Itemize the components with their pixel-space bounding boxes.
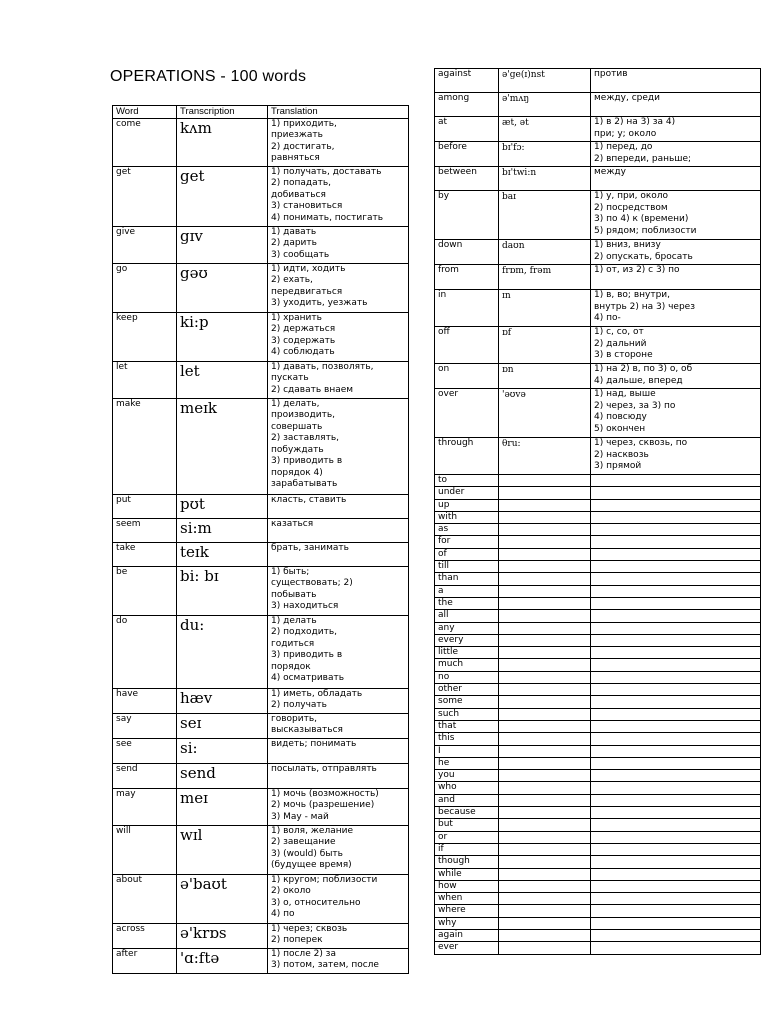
table-row xyxy=(435,191,761,240)
transcription-cell: get xyxy=(177,166,268,226)
table-row xyxy=(435,290,761,327)
transcription-cell xyxy=(499,807,591,819)
word-cell: seem xyxy=(113,518,177,542)
table-row xyxy=(435,117,761,142)
transcription-cell xyxy=(499,942,591,954)
translation-cell: 1) вниз, внизу 2) опускать, бросать xyxy=(591,240,761,265)
translation-cell xyxy=(591,843,761,855)
table-row xyxy=(113,688,409,713)
word-table-left xyxy=(112,105,409,974)
transcription-cell: ə'baʊt xyxy=(177,874,268,923)
translation-cell: видеть; понимать xyxy=(268,738,409,763)
word-cell: take xyxy=(113,542,177,566)
transcription-cell: wɪl xyxy=(177,825,268,874)
transcription-cell xyxy=(499,671,591,683)
transcription-cell: si:m xyxy=(177,518,268,542)
word-cell: little xyxy=(435,647,499,659)
transcription-cell xyxy=(499,831,591,843)
table-row xyxy=(435,843,761,855)
word-cell: come xyxy=(113,118,177,166)
word-cell: after xyxy=(113,948,177,973)
word-cell: by xyxy=(435,191,499,240)
word-cell: or xyxy=(435,831,499,843)
table-row xyxy=(113,738,409,763)
transcription-cell xyxy=(499,622,591,634)
word-cell: let xyxy=(113,361,177,398)
transcription-cell xyxy=(499,647,591,659)
word-cell: do xyxy=(113,615,177,688)
transcription-cell xyxy=(499,610,591,622)
word-table-right xyxy=(434,68,761,955)
word-cell: though xyxy=(435,856,499,868)
transcription-cell: ɪn xyxy=(499,290,591,327)
translation-cell: 1) давать 2) дарить 3) сообщать xyxy=(268,226,409,263)
transcription-cell xyxy=(499,524,591,536)
translation-cell: посылать, отправлять xyxy=(268,763,409,788)
word-cell: under xyxy=(435,487,499,499)
word-cell: he xyxy=(435,757,499,769)
transcription-cell: teɪk xyxy=(177,542,268,566)
translation-cell xyxy=(591,856,761,868)
translation-cell: 1) делать 2) подходить, годиться 3) приводить в порядок 4) осматривать xyxy=(268,615,409,688)
translation-cell xyxy=(591,708,761,720)
word-cell: some xyxy=(435,696,499,708)
transcription-cell: ə'ge(ɪ)nst xyxy=(499,69,591,93)
table-row xyxy=(113,566,409,615)
word-cell: will xyxy=(113,825,177,874)
translation-cell xyxy=(591,597,761,609)
table-row xyxy=(435,69,761,93)
word-cell: who xyxy=(435,782,499,794)
transcription-cell: 'ɑ:ftə xyxy=(177,948,268,973)
translation-cell xyxy=(591,499,761,511)
transcription-cell: hæv xyxy=(177,688,268,713)
table-row xyxy=(435,240,761,265)
word-cell: about xyxy=(113,874,177,923)
table-row xyxy=(435,647,761,659)
transcription-cell xyxy=(499,819,591,831)
translation-cell xyxy=(591,929,761,941)
transcription-cell: bɪ'fɔ: xyxy=(499,142,591,167)
table-row xyxy=(435,573,761,585)
translation-cell xyxy=(591,622,761,634)
word-cell: all xyxy=(435,610,499,622)
word-cell: but xyxy=(435,819,499,831)
table-row xyxy=(435,905,761,917)
translation-cell: 1) давать, позволять, пускать 2) сдавать внаем xyxy=(268,361,409,398)
table-row xyxy=(435,610,761,622)
transcription-cell xyxy=(499,487,591,499)
translation-cell xyxy=(591,696,761,708)
translation-cell: 1) у, при, около 2) посредством 3) по 4) к (времени) 5) рядом; поблизости xyxy=(591,191,761,240)
translation-cell xyxy=(591,770,761,782)
table-row xyxy=(435,622,761,634)
word-cell: where xyxy=(435,905,499,917)
table-row xyxy=(435,917,761,929)
transcription-cell xyxy=(499,745,591,757)
transcription-cell xyxy=(499,893,591,905)
transcription-cell xyxy=(499,917,591,929)
transcription-cell xyxy=(499,597,591,609)
transcription-cell xyxy=(499,880,591,892)
transcription-cell xyxy=(499,856,591,868)
word-cell: among xyxy=(435,93,499,117)
header-translation: Translation xyxy=(268,106,409,119)
table-row xyxy=(435,708,761,720)
table-row xyxy=(435,868,761,880)
translation-cell xyxy=(591,893,761,905)
word-cell: such xyxy=(435,708,499,720)
translation-cell xyxy=(591,561,761,573)
table-row xyxy=(435,487,761,499)
word-cell: ever xyxy=(435,942,499,954)
transcription-cell: ki:p xyxy=(177,312,268,361)
translation-cell: 1) перед, до 2) впереди, раньше; xyxy=(591,142,761,167)
table-row xyxy=(113,713,409,738)
transcription-cell xyxy=(499,757,591,769)
word-cell: than xyxy=(435,573,499,585)
table-row xyxy=(435,167,761,191)
word-cell: through xyxy=(435,438,499,475)
word-cell: off xyxy=(435,327,499,364)
translation-cell xyxy=(591,807,761,819)
page-title: OPERATIONS - 100 words xyxy=(110,68,307,85)
table-row xyxy=(435,597,761,609)
word-cell: other xyxy=(435,684,499,696)
transcription-cell: ɒf xyxy=(499,327,591,364)
translation-cell: 1) хранить 2) держаться 3) содержать 4) соблюдать xyxy=(268,312,409,361)
word-cell: up xyxy=(435,499,499,511)
translation-cell xyxy=(591,831,761,843)
word-cell: send xyxy=(113,763,177,788)
table-row xyxy=(435,831,761,843)
transcription-cell: frɒm, frəm xyxy=(499,265,591,290)
table-row xyxy=(435,819,761,831)
translation-cell xyxy=(591,819,761,831)
translation-cell: 1) иметь, обладать 2) получать xyxy=(268,688,409,713)
transcription-cell: daʊn xyxy=(499,240,591,265)
word-cell: again xyxy=(435,929,499,941)
word-cell: the xyxy=(435,597,499,609)
translation-cell xyxy=(591,536,761,548)
transcription-cell: ɒn xyxy=(499,364,591,389)
transcription-cell: baɪ xyxy=(499,191,591,240)
translation-cell: между, среди xyxy=(591,93,761,117)
word-cell: when xyxy=(435,893,499,905)
translation-cell: 1) через, сквозь, по 2) насквозь 3) прямой xyxy=(591,438,761,475)
header-word: Word xyxy=(113,106,177,119)
table-row xyxy=(113,398,409,494)
word-cell: be xyxy=(113,566,177,615)
table-row xyxy=(435,720,761,732)
transcription-cell xyxy=(499,929,591,941)
word-cell: make xyxy=(113,398,177,494)
transcription-cell xyxy=(499,499,591,511)
transcription-cell: du: xyxy=(177,615,268,688)
word-cell: give xyxy=(113,226,177,263)
table-row xyxy=(113,542,409,566)
word-cell: get xyxy=(113,166,177,226)
transcription-cell xyxy=(499,548,591,560)
translation-cell xyxy=(591,757,761,769)
word-cell: till xyxy=(435,561,499,573)
transcription-cell xyxy=(499,733,591,745)
transcription-cell: pʊt xyxy=(177,494,268,518)
translation-cell: между xyxy=(591,167,761,191)
table-row xyxy=(435,770,761,782)
table-row xyxy=(435,93,761,117)
transcription-cell xyxy=(499,585,591,597)
transcription-cell xyxy=(499,475,591,487)
transcription-cell: bi: bɪ xyxy=(177,566,268,615)
transcription-cell: θru: xyxy=(499,438,591,475)
transcription-cell xyxy=(499,868,591,880)
translation-cell xyxy=(591,659,761,671)
table-row xyxy=(435,265,761,290)
transcription-cell: kʌm xyxy=(177,118,268,166)
transcription-cell xyxy=(499,782,591,794)
translation-cell xyxy=(591,733,761,745)
word-cell: from xyxy=(435,265,499,290)
translation-cell xyxy=(591,880,761,892)
translation-cell xyxy=(591,610,761,622)
transcription-cell: æt, ət xyxy=(499,117,591,142)
translation-cell: 1) быть; существовать; 2) побывать 3) находиться xyxy=(268,566,409,615)
word-cell: before xyxy=(435,142,499,167)
table-row xyxy=(435,142,761,167)
transcription-cell xyxy=(499,536,591,548)
table-row xyxy=(113,518,409,542)
word-cell: much xyxy=(435,659,499,671)
transcription-cell xyxy=(499,634,591,646)
translation-cell xyxy=(591,511,761,523)
table-row xyxy=(435,745,761,757)
word-cell: over xyxy=(435,389,499,438)
transcription-cell xyxy=(499,511,591,523)
table-row xyxy=(113,312,409,361)
word-cell: that xyxy=(435,720,499,732)
table-row xyxy=(113,948,409,973)
word-cell: on xyxy=(435,364,499,389)
word-cell: see xyxy=(113,738,177,763)
translation-cell xyxy=(591,647,761,659)
header-transcription: Transcription xyxy=(177,106,268,119)
word-cell: you xyxy=(435,770,499,782)
translation-cell: 1) через; сквозь 2) поперек xyxy=(268,923,409,948)
transcription-cell: let xyxy=(177,361,268,398)
table-row xyxy=(435,585,761,597)
transcription-cell xyxy=(499,905,591,917)
transcription-cell: ə'mʌŋ xyxy=(499,93,591,117)
table-row xyxy=(435,511,761,523)
transcription-cell: seɪ xyxy=(177,713,268,738)
table-row xyxy=(435,856,761,868)
word-cell: say xyxy=(113,713,177,738)
table-row xyxy=(113,226,409,263)
word-cell: because xyxy=(435,807,499,819)
table-row xyxy=(113,263,409,312)
translation-cell: 1) идти, ходить 2) ехать, передвигаться 3) уходить, уезжать xyxy=(268,263,409,312)
table-row xyxy=(435,561,761,573)
transcription-cell xyxy=(499,843,591,855)
table-row xyxy=(435,536,761,548)
table-row xyxy=(435,794,761,806)
transcription-cell xyxy=(499,770,591,782)
word-cell: as xyxy=(435,524,499,536)
translation-cell: казаться xyxy=(268,518,409,542)
translation-cell xyxy=(591,684,761,696)
translation-cell: 1) приходить, приезжать 2) достигать, равняться xyxy=(268,118,409,166)
word-cell: if xyxy=(435,843,499,855)
transcription-cell xyxy=(499,561,591,573)
table-row xyxy=(435,499,761,511)
word-cell: every xyxy=(435,634,499,646)
table-row xyxy=(113,118,409,166)
translation-cell xyxy=(591,720,761,732)
table-row xyxy=(113,788,409,825)
table-row xyxy=(113,166,409,226)
word-cell: may xyxy=(113,788,177,825)
word-cell: down xyxy=(435,240,499,265)
translation-cell xyxy=(591,634,761,646)
translation-cell: 1) в, во; внутри, внутрь 2) на 3) через 4) по- xyxy=(591,290,761,327)
translation-cell: 1) получать, доставать 2) попадать, добиваться 3) становиться 4) понимать, постигать xyxy=(268,166,409,226)
word-cell: for xyxy=(435,536,499,548)
table-row xyxy=(435,364,761,389)
word-cell: in xyxy=(435,290,499,327)
table-row xyxy=(435,389,761,438)
word-cell: against xyxy=(435,69,499,93)
translation-cell xyxy=(591,475,761,487)
word-cell: why xyxy=(435,917,499,929)
translation-cell xyxy=(591,868,761,880)
table-row xyxy=(113,923,409,948)
transcription-cell xyxy=(499,708,591,720)
table-row xyxy=(435,757,761,769)
transcription-cell xyxy=(499,794,591,806)
transcription-cell xyxy=(499,659,591,671)
translation-cell: 1) мочь (возможность) 2) мочь (разрешение) 3) May - май xyxy=(268,788,409,825)
table-row xyxy=(113,825,409,874)
word-cell: have xyxy=(113,688,177,713)
table-row xyxy=(113,615,409,688)
transcription-cell xyxy=(499,684,591,696)
table-row xyxy=(435,438,761,475)
table-row xyxy=(435,880,761,892)
table-row xyxy=(435,942,761,954)
word-cell: between xyxy=(435,167,499,191)
translation-cell xyxy=(591,524,761,536)
word-cell: any xyxy=(435,622,499,634)
translation-cell xyxy=(591,585,761,597)
translation-cell xyxy=(591,487,761,499)
table-row xyxy=(113,874,409,923)
transcription-cell: gɪv xyxy=(177,226,268,263)
table-row xyxy=(435,548,761,560)
translation-cell xyxy=(591,671,761,683)
table-row xyxy=(435,524,761,536)
table-row xyxy=(113,763,409,788)
translation-cell xyxy=(591,745,761,757)
translation-cell: 1) от, из 2) с 3) по xyxy=(591,265,761,290)
translation-cell: 1) в 2) на 3) за 4) при; у; около xyxy=(591,117,761,142)
translation-cell xyxy=(591,942,761,954)
word-cell: with xyxy=(435,511,499,523)
table-row xyxy=(435,893,761,905)
word-cell: I xyxy=(435,745,499,757)
transcription-cell xyxy=(499,720,591,732)
translation-cell: класть, ставить xyxy=(268,494,409,518)
table-row xyxy=(435,475,761,487)
transcription-cell: 'əʊvə xyxy=(499,389,591,438)
translation-cell xyxy=(591,794,761,806)
table-row xyxy=(435,696,761,708)
word-cell: across xyxy=(113,923,177,948)
translation-cell: 1) воля, желание 2) завещание 3) (would) быть (будущее время) xyxy=(268,825,409,874)
translation-cell: 1) после 2) за 3) потом, затем, после xyxy=(268,948,409,973)
transcription-cell: bɪ'twi:n xyxy=(499,167,591,191)
transcription-cell: send xyxy=(177,763,268,788)
table-row xyxy=(435,782,761,794)
transcription-cell: ə'krɒs xyxy=(177,923,268,948)
translation-cell xyxy=(591,905,761,917)
table-row xyxy=(435,807,761,819)
translation-cell xyxy=(591,917,761,929)
transcription-cell xyxy=(499,696,591,708)
table-row xyxy=(113,361,409,398)
translation-cell xyxy=(591,573,761,585)
table-row xyxy=(435,671,761,683)
translation-cell xyxy=(591,782,761,794)
translation-cell: против xyxy=(591,69,761,93)
word-cell: go xyxy=(113,263,177,312)
table-row xyxy=(435,327,761,364)
translation-cell: 1) над, выше 2) через, за 3) по 4) повсюду 5) окончен xyxy=(591,389,761,438)
word-cell: this xyxy=(435,733,499,745)
word-cell: at xyxy=(435,117,499,142)
table-row xyxy=(113,494,409,518)
transcription-cell: si: xyxy=(177,738,268,763)
translation-cell: брать, занимать xyxy=(268,542,409,566)
transcription-cell: meɪ xyxy=(177,788,268,825)
word-cell: put xyxy=(113,494,177,518)
translation-cell: 1) кругом; поблизости 2) около 3) о, относительно 4) по xyxy=(268,874,409,923)
word-cell: no xyxy=(435,671,499,683)
translation-cell: 1) на 2) в, по 3) о, об 4) дальше, вперед xyxy=(591,364,761,389)
table-row xyxy=(435,684,761,696)
table-row xyxy=(435,733,761,745)
translation-cell: говорить, высказываться xyxy=(268,713,409,738)
word-cell: a xyxy=(435,585,499,597)
translation-cell: 1) делать, производить, совершать 2) заставлять, побуждать 3) приводить в порядок 4) зарабатывать xyxy=(268,398,409,494)
word-cell: keep xyxy=(113,312,177,361)
transcription-cell: gəʊ xyxy=(177,263,268,312)
table-row xyxy=(435,659,761,671)
word-cell: of xyxy=(435,548,499,560)
translation-cell xyxy=(591,548,761,560)
word-cell: while xyxy=(435,868,499,880)
word-cell: and xyxy=(435,794,499,806)
translation-cell: 1) с, со, от 2) дальний 3) в стороне xyxy=(591,327,761,364)
transcription-cell xyxy=(499,573,591,585)
table-row xyxy=(435,634,761,646)
word-cell: to xyxy=(435,475,499,487)
word-cell: how xyxy=(435,880,499,892)
table-row xyxy=(435,929,761,941)
transcription-cell: meɪk xyxy=(177,398,268,494)
